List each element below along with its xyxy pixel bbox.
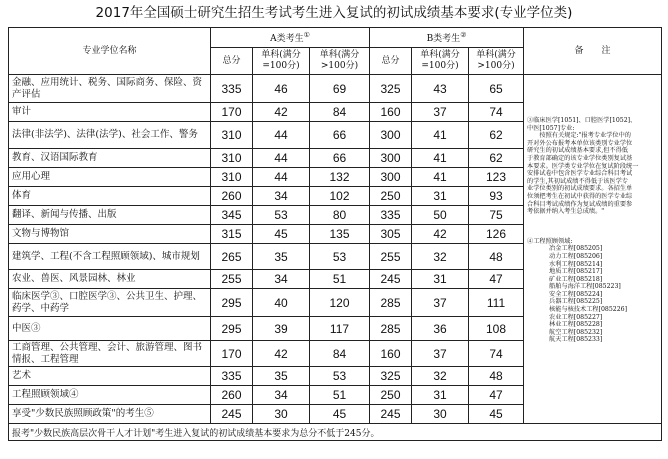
score-b-s150: 75 — [469, 206, 524, 225]
remark-note4-title: ④工程照顾领域: — [527, 237, 573, 245]
score-b-s100: 50 — [412, 206, 469, 225]
major-name: 应用心理 — [9, 168, 211, 187]
remark-note4-item: 地质工程[085217] — [549, 268, 603, 276]
remark-note4-item: 林业工程[085228] — [549, 321, 603, 329]
major-name: 翻译、新闻与传播、出版 — [9, 206, 211, 225]
score-b-s150: 65 — [469, 75, 524, 103]
score-b-s150: 126 — [469, 225, 524, 244]
header-b-single100: 单科(满分 =100分) — [412, 48, 469, 75]
remark-note3-line: 位须把考生在初试中获得的医学专业综 — [527, 192, 633, 200]
score-b-total: 160 — [370, 103, 412, 122]
page-title: 2017年全国硕士研究生招生考试考生进入复试的初试成绩基本要求(专业学位类) — [95, 5, 573, 21]
footnote: 报考"少数民族高层次骨干人才计划"考生进入复试的初试成绩基本要求为总分不低于245分。 — [9, 424, 662, 441]
header-b-group: B类考生② — [370, 28, 524, 48]
score-a-s150: 45 — [310, 405, 370, 424]
score-b-total: 335 — [370, 206, 412, 225]
score-a-s150: 135 — [310, 225, 370, 244]
score-a-total: 265 — [211, 244, 253, 270]
score-a-s100: 34 — [253, 386, 310, 405]
score-b-s100: 31 — [412, 386, 469, 405]
score-b-s150: 74 — [469, 341, 524, 367]
remark-note4-item: 安全工程[085224] — [549, 290, 603, 298]
score-a-s100: 35 — [253, 367, 310, 386]
header-remarks: 备 注 — [524, 28, 662, 75]
major-name: 临床医学③、口腔医学③、公共卫生、护理、药学、中药学 — [9, 289, 211, 317]
score-a-total: 310 — [211, 168, 253, 187]
score-b-s150: 93 — [469, 187, 524, 206]
major-name: 农业、兽医、风景园林、林业 — [9, 270, 211, 289]
remarks-cell — [524, 75, 662, 424]
remark-note4-item: 农业工程[085227] — [549, 313, 603, 321]
score-b-total: 300 — [370, 122, 412, 149]
major-name: 审计 — [9, 103, 211, 122]
score-a-s100: 30 — [253, 405, 310, 424]
header-a-total: 总分 — [211, 48, 253, 75]
score-a-s100: 44 — [253, 168, 310, 187]
score-b-s100: 36 — [412, 317, 469, 341]
header-major: 专业学位名称 — [9, 28, 211, 75]
score-b-s100: 32 — [412, 367, 469, 386]
score-a-total: 310 — [211, 122, 253, 149]
score-b-s150: 62 — [469, 122, 524, 149]
remark-note3-line: 中医[1057]专业: — [527, 124, 575, 132]
score-b-total: 245 — [370, 270, 412, 289]
remark-note3-line: 开对外公布报考本单位该类别专业学位 — [527, 139, 633, 147]
score-a-total: 345 — [211, 206, 253, 225]
score-b-s100: 31 — [412, 187, 469, 206]
score-a-s150: 80 — [310, 206, 370, 225]
remark-note3-line: ③临床医学[1051]、口腔医学[1052]、 — [527, 117, 637, 124]
score-b-s100: 41 — [412, 122, 469, 149]
score-b-s150: 47 — [469, 270, 524, 289]
remark-note3-line: 安排试卷中包含医学专业综合科目考试 — [527, 170, 633, 178]
score-a-total: 335 — [211, 367, 253, 386]
score-a-total: 260 — [211, 187, 253, 206]
score-a-s150: 51 — [310, 270, 370, 289]
score-b-s100: 37 — [412, 341, 469, 367]
major-name: 中医③ — [9, 317, 211, 341]
score-a-total: 170 — [211, 103, 253, 122]
score-a-s100: 42 — [253, 341, 310, 367]
header-a-group: A类考生① — [211, 28, 370, 48]
score-b-total: 250 — [370, 187, 412, 206]
score-a-s100: 40 — [253, 289, 310, 317]
score-a-s100: 44 — [253, 122, 310, 149]
score-a-s100: 44 — [253, 149, 310, 168]
score-b-total: 245 — [370, 405, 412, 424]
score-a-s100: 53 — [253, 206, 310, 225]
score-a-s150: 84 — [310, 103, 370, 122]
score-b-s150: 48 — [469, 244, 524, 270]
score-b-s100: 37 — [412, 289, 469, 317]
score-a-total: 295 — [211, 317, 253, 341]
score-a-s100: 45 — [253, 225, 310, 244]
remark-note4-item: 矿业工程[085218] — [549, 275, 603, 283]
remark-note4-item: 航天工程[085233] — [549, 336, 603, 344]
score-b-s150: 123 — [469, 168, 524, 187]
major-name: 工商管理、公共管理、会计、旅游管理、图书情报、工程管理 — [9, 341, 211, 367]
score-a-total: 260 — [211, 386, 253, 405]
header-b-single150: 单科(满分 >100分) — [469, 48, 524, 75]
score-a-total: 315 — [211, 225, 253, 244]
score-a-s100: 42 — [253, 103, 310, 122]
header-b-total: 总分 — [370, 48, 412, 75]
major-name: 体育 — [9, 187, 211, 206]
score-b-s150: 74 — [469, 103, 524, 122]
score-a-s100: 35 — [253, 244, 310, 270]
score-b-total: 285 — [370, 317, 412, 341]
score-a-s150: 53 — [310, 244, 370, 270]
remark-note4-item: 核能与核技术工程[085226] — [549, 306, 627, 314]
score-a-total: 310 — [211, 149, 253, 168]
score-b-total: 300 — [370, 149, 412, 168]
score-b-s100: 32 — [412, 244, 469, 270]
remark-note3-line: 的学生,其初试成绩不得低于该医学专 — [527, 177, 628, 185]
remark-note4-item: 动力工程[085206] — [549, 252, 603, 260]
score-b-s100: 41 — [412, 168, 469, 187]
major-name: 金融、应用统计、税务、国际商务、保险、资产评估 — [9, 75, 211, 103]
score-b-s150: 48 — [469, 367, 524, 386]
remark-note3-line: 研究生的初试成绩基本要求,但不得低 — [527, 147, 628, 155]
remark-note3-line: 考依据并纳入考生总成绩。" — [527, 208, 605, 216]
remark-note3-line: 合科目考试成绩作为复试成绩的重要参 — [527, 200, 633, 208]
score-b-s100: 42 — [412, 225, 469, 244]
score-a-s150: 117 — [310, 317, 370, 341]
score-b-total: 250 — [370, 386, 412, 405]
score-a-s150: 120 — [310, 289, 370, 317]
score-b-s100: 30 — [412, 405, 469, 424]
score-a-s150: 51 — [310, 386, 370, 405]
major-name: 享受"少数民族照顾政策"的考生⑤ — [9, 405, 211, 424]
major-name: 艺术 — [9, 367, 211, 386]
remark-note3-line: 按照有关规定:"报考专业学位中的 — [527, 132, 631, 140]
score-b-total: 255 — [370, 244, 412, 270]
score-a-s150: 66 — [310, 149, 370, 168]
score-a-s150: 53 — [310, 367, 370, 386]
score-b-total: 305 — [370, 225, 412, 244]
major-name: 文物与博物馆 — [9, 225, 211, 244]
major-name: 工程照顾领域④ — [9, 386, 211, 405]
table-row — [9, 75, 662, 103]
score-a-s150: 132 — [310, 168, 370, 187]
score-a-s150: 69 — [310, 75, 370, 103]
remark-note3-line: 本要求。医学类专业学位在复试阶段统一 — [527, 162, 639, 170]
score-b-total: 160 — [370, 341, 412, 367]
score-a-s100: 46 — [253, 75, 310, 103]
score-b-total: 325 — [370, 367, 412, 386]
score-b-s150: 108 — [469, 317, 524, 341]
score-b-s150: 62 — [469, 149, 524, 168]
remark-note4-item: 航空工程[085232] — [549, 328, 603, 336]
remark-note4-item: 水利工程[085214] — [549, 260, 603, 268]
score-a-s100: 34 — [253, 270, 310, 289]
major-name: 建筑学、工程(不含工程照顾领域)、城市规划 — [9, 244, 211, 270]
score-a-total: 295 — [211, 289, 253, 317]
remark-note4-item: 兵器工程[085225] — [549, 298, 603, 306]
remark-note4-item: 冶金工程[085205] — [549, 245, 603, 253]
score-a-s150: 66 — [310, 122, 370, 149]
score-b-total: 325 — [370, 75, 412, 103]
score-a-s100: 39 — [253, 317, 310, 341]
score-b-s100: 31 — [412, 270, 469, 289]
score-a-s150: 84 — [310, 341, 370, 367]
remark-note3-line: 业学位类别的初试成绩要求。各招生单 — [527, 185, 633, 193]
score-a-s150: 102 — [310, 187, 370, 206]
major-name: 法律(非法学)、法律(法学)、社会工作、警务 — [9, 122, 211, 149]
score-b-total: 285 — [370, 289, 412, 317]
score-a-total: 245 — [211, 405, 253, 424]
remark-note4-item: 船舶与海洋工程[085223] — [549, 283, 621, 291]
score-a-s100: 34 — [253, 187, 310, 206]
score-b-s150: 47 — [469, 386, 524, 405]
score-table — [8, 27, 662, 441]
score-a-total: 255 — [211, 270, 253, 289]
score-a-total: 170 — [211, 341, 253, 367]
score-b-s100: 37 — [412, 103, 469, 122]
score-b-s150: 45 — [469, 405, 524, 424]
header-a-single100: 单科(满分 =100分) — [253, 48, 310, 75]
score-b-s100: 41 — [412, 149, 469, 168]
major-name: 教育、汉语国际教育 — [9, 149, 211, 168]
score-a-total: 335 — [211, 75, 253, 103]
remark-note3-line: 于教育部确定的该专业学位类别复试基 — [527, 154, 633, 162]
header-a-single150: 单科(满分 >100分) — [310, 48, 370, 75]
score-b-total: 300 — [370, 168, 412, 187]
score-b-s150: 111 — [469, 289, 524, 317]
score-b-s100: 43 — [412, 75, 469, 103]
